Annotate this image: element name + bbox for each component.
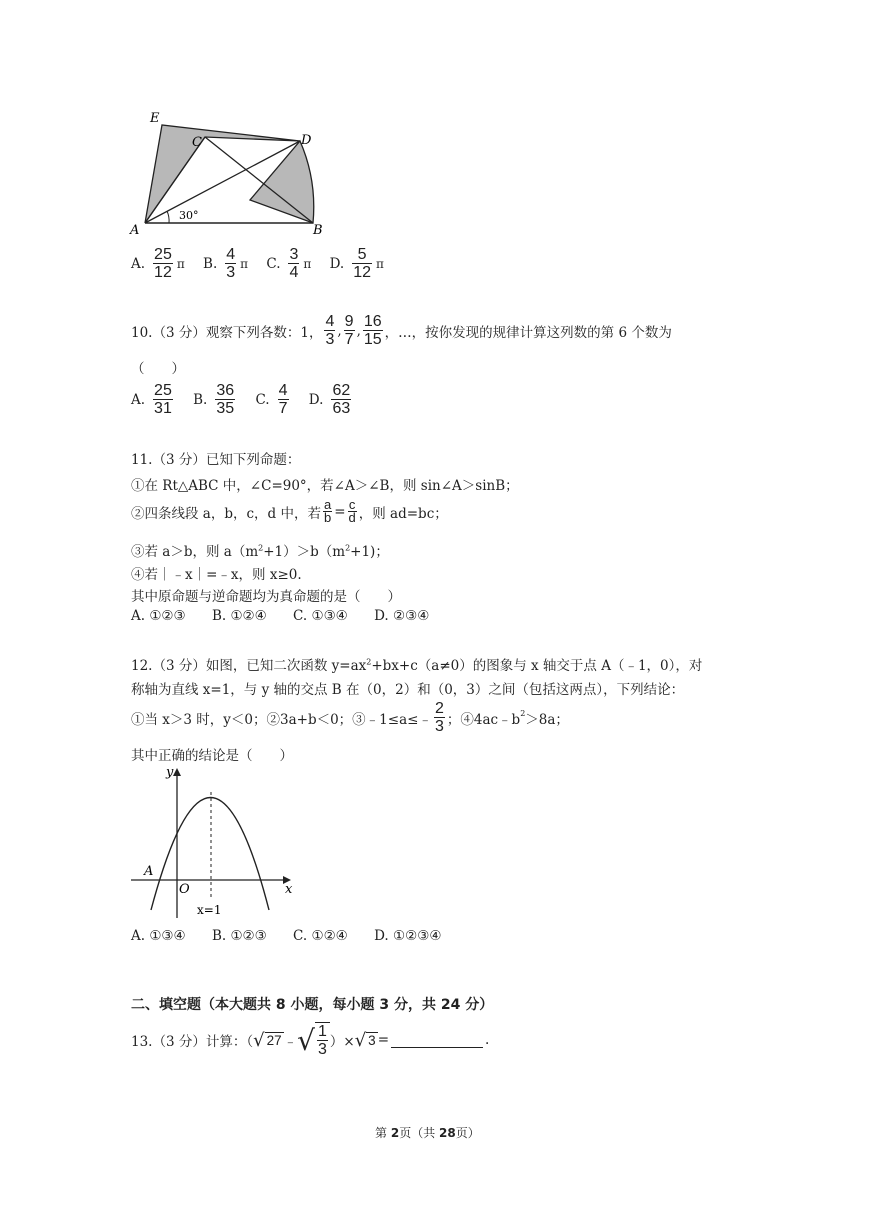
q10-paren: （ ） <box>131 361 185 377</box>
q12-option-d[interactable]: D. ①②③④ <box>374 928 442 944</box>
q11-proposition-4: ④若｜﹣x｜=﹣x，则 x≥0. <box>131 567 302 583</box>
page-total: 28 <box>439 1126 456 1140</box>
graph-label-axis: x=1 <box>197 903 222 917</box>
q11-question: 其中原命题与逆命题均为真命题的是（ ） <box>131 589 401 605</box>
q9-options <box>131 246 398 281</box>
q11-option-a[interactable]: A. ①②③ <box>131 608 186 624</box>
q10-option-d[interactable]: D. $\frac{62}{63}$ <box>308 382 351 417</box>
q9-option-c[interactable]: C. $\frac{3}{4}$ π <box>266 246 312 281</box>
label-c: C <box>192 135 202 150</box>
label-a: A <box>130 223 140 238</box>
q12-option-b[interactable]: B. ①②③ <box>211 928 267 944</box>
q10-option-a[interactable]: A. $\frac{25}{31}$ <box>131 382 172 417</box>
q11-stem: 11.（3 分）已知下列命题： <box>131 452 301 468</box>
q12-option-a[interactable]: A. ①③④ <box>131 928 186 944</box>
parabola-graph <box>125 760 305 920</box>
angle-arc <box>167 211 169 223</box>
shaded-region-right <box>250 141 314 223</box>
graph-label-y: y <box>166 765 174 780</box>
q12-options <box>131 928 441 944</box>
q11-option-b[interactable]: B. ①②④ <box>211 608 267 624</box>
section-title: 二、填空题（本大题共 8 小题，每小题 3 分，共 24 分） <box>131 997 494 1013</box>
q11-option-d[interactable]: D. ②③④ <box>374 608 430 624</box>
q10-option-c[interactable]: C. $\frac{4}{7}$ <box>255 382 288 417</box>
q9-option-a[interactable]: A. $\frac{25}{12}$ π <box>131 246 185 281</box>
q9-option-d[interactable]: D. $\frac{5}{12}$ π <box>329 246 384 281</box>
page-number: 2 <box>390 1126 400 1140</box>
q11-proposition-3: ③若 a＞b，则 $a(m^2+1)>b(m^2+1)$； <box>131 543 389 560</box>
q12-line-1: 12.（3 分）如图，已知二次函数 $y=ax^2+bx+c(a\ne 0)$的图象与 x 轴交于点 A（﹣1，0），对 <box>131 657 703 674</box>
answer-blank[interactable] <box>391 1033 483 1048</box>
graph-label-o: O <box>179 882 190 897</box>
q13-stem: 13.（3 分）计算：（ √ 27 ﹣ √ $\frac{1}{3}$ ）× √ 3 = . <box>131 1023 490 1058</box>
q12-question: 其中正确的结论是（ ） <box>131 748 293 764</box>
page-footer: 第 2页（共 28页） <box>375 1126 480 1140</box>
graph-label-x: x <box>285 882 293 897</box>
label-d: D <box>301 133 312 148</box>
y-axis-arrow <box>173 768 181 776</box>
q10-stem: 10.（3 分）观察下列各数：1， $\frac{4}{3}$ , $\frac{9}{7}$ , $\frac{16}{15}$ ，…，按你发现的规律计算这列数的第 6 个数为 <box>131 313 672 348</box>
q11-proposition-2: ②四条线段 a，b，c，d 中，若 $\frac{a}{b}$ = $\frac{c}{d}$ ，则 ad=bc； <box>131 497 448 525</box>
q9-option-b[interactable]: B. $\frac{4}{3}$ π <box>203 246 249 281</box>
sector-figure <box>128 108 338 243</box>
q12-line-2: 称轴为直线 x=1，与 y 轴的交点 B 在（0，2）和（0，3）之间（包括这两点），下列结论： <box>131 682 685 698</box>
q12-line-3: ①当 x＞3 时，y＜0；②3a+b＜0；③﹣1≤a≤﹣ $\frac{2}{3}$ ；④4ac﹣b $^2$ ＞8a； <box>131 700 569 735</box>
q11-proposition-1: ①在 Rt△ABC 中，∠C=90°，若∠A＞∠B，则 sin∠A＞sinB； <box>131 478 519 494</box>
q12-option-c[interactable]: C. ①②④ <box>293 928 348 944</box>
label-angle: 30° <box>179 209 199 222</box>
q10-option-b[interactable]: B. $\frac{36}{35}$ <box>193 382 235 417</box>
graph-label-a: A <box>144 864 154 879</box>
q11-options <box>131 608 429 624</box>
parabola-curve <box>151 798 269 911</box>
label-b: B <box>313 223 323 238</box>
label-e: E <box>150 111 160 126</box>
q11-option-c[interactable]: C. ①③④ <box>293 608 348 624</box>
q10-options <box>131 382 367 417</box>
